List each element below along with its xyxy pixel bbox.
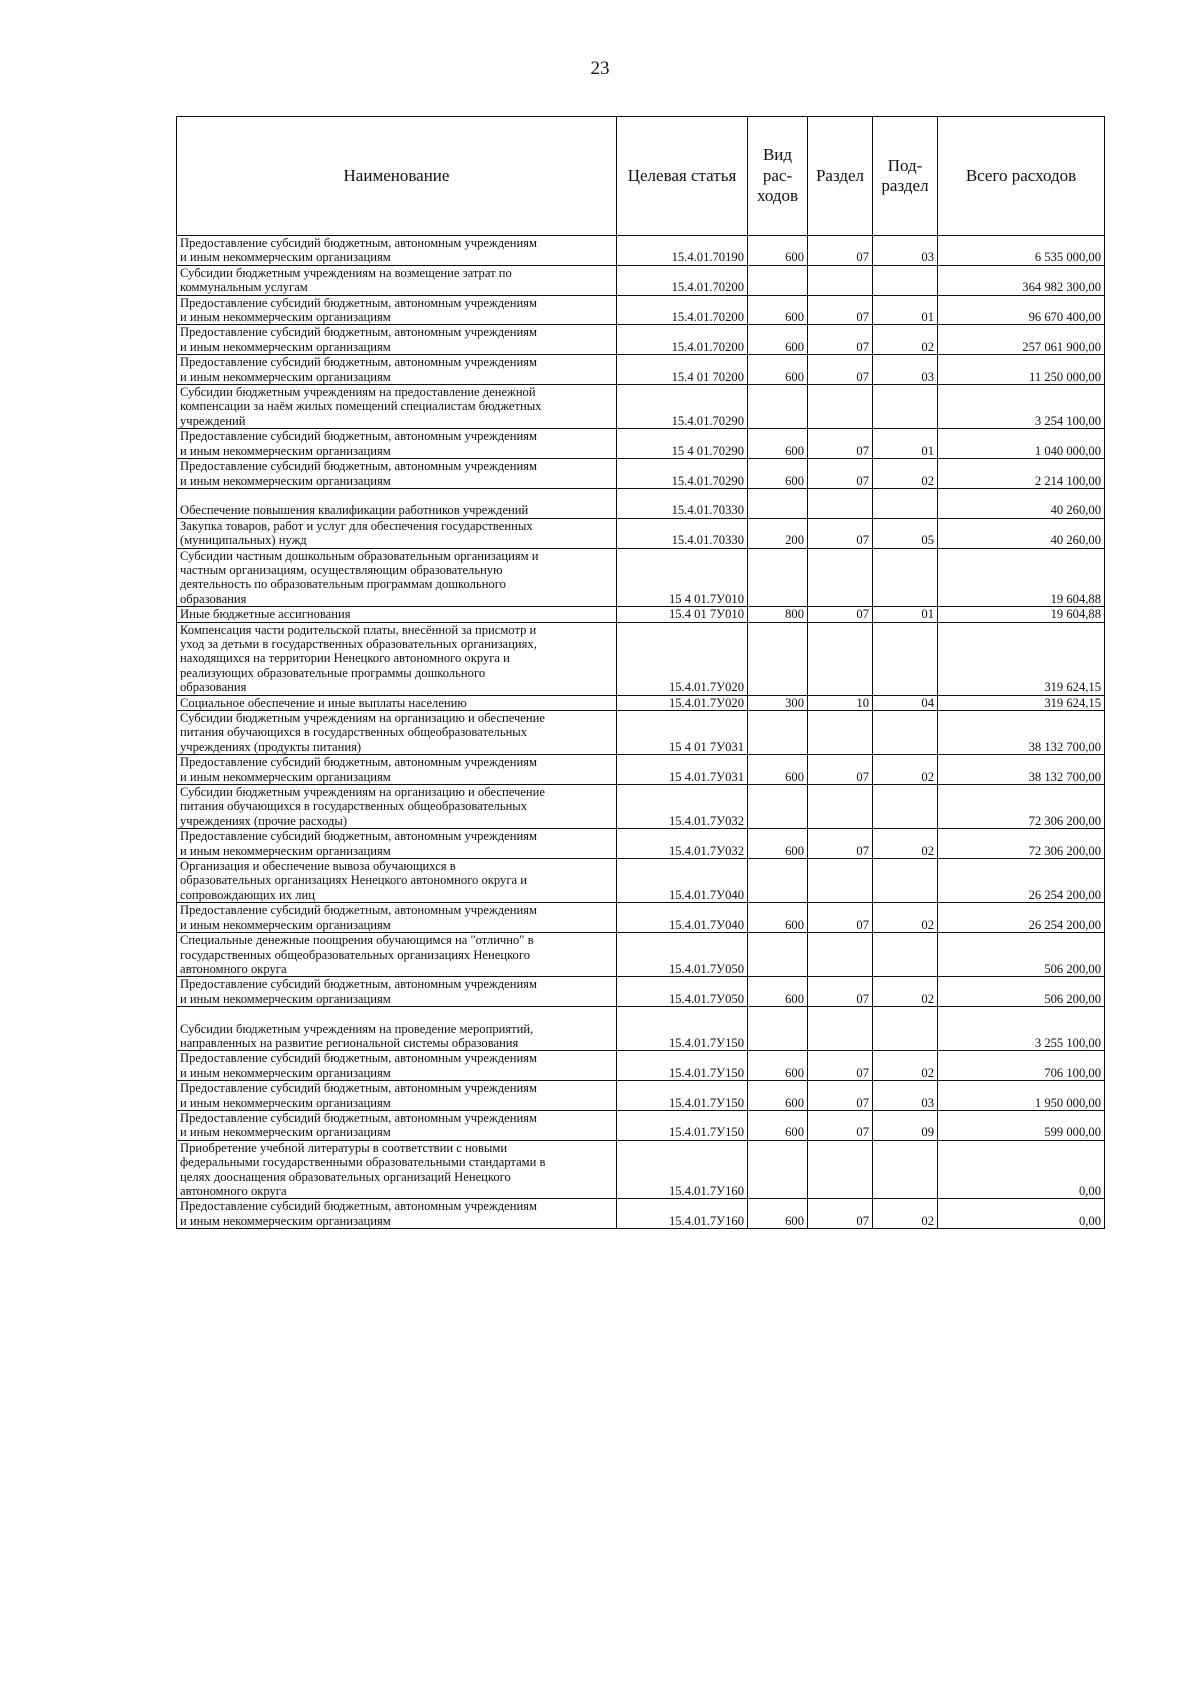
row-total: 599 000,00 (938, 1110, 1105, 1140)
header-code: Целевая статья (617, 117, 748, 236)
row-section (808, 933, 873, 977)
table-row (177, 1199, 1105, 1229)
table-row (177, 518, 1105, 548)
row-section (808, 859, 873, 903)
row-name-line: и иным некоммерческим организациям (180, 339, 391, 354)
row-name-line: коммунальным услугам (180, 280, 308, 295)
row-name-line: (муниципальных) нужд (180, 533, 307, 548)
header-subsection-line: Под- (887, 155, 923, 175)
row-total: 364 982 300,00 (938, 265, 1105, 295)
row-code: 15.4 01 7У010 (617, 607, 748, 622)
row-name-line: и иным некоммерческим организациям (180, 443, 391, 458)
row-subsection: 01 (873, 607, 938, 622)
table-row (177, 295, 1105, 325)
table-row (177, 1110, 1105, 1140)
row-section: 07 (808, 829, 873, 859)
header-section: Раздел (808, 117, 873, 236)
table-row (177, 933, 1105, 977)
row-name (177, 548, 617, 607)
table-row (177, 548, 1105, 607)
row-kind (748, 488, 808, 518)
header-name: Наименование (177, 117, 617, 236)
table-row (177, 607, 1105, 622)
table-row (177, 1081, 1105, 1111)
row-code: 15 4 01.7У010 (617, 548, 748, 607)
row-name-line: федеральными государственными образовательными стандартами в (180, 1155, 546, 1170)
row-total: 506 200,00 (938, 933, 1105, 977)
table-row (177, 236, 1105, 266)
row-kind: 600 (748, 977, 808, 1007)
table-row (177, 903, 1105, 933)
table-row (177, 459, 1105, 489)
row-code: 15.4.01.7У150 (617, 1007, 748, 1051)
row-subsection: 02 (873, 829, 938, 859)
row-subsection: 01 (873, 295, 938, 325)
row-name-line: и иным некоммерческим организациям (180, 991, 391, 1006)
row-code: 15.4.01.70200 (617, 295, 748, 325)
row-kind: 600 (748, 1081, 808, 1111)
row-kind (748, 859, 808, 903)
row-code: 15.4.01.7У160 (617, 1199, 748, 1229)
row-name-line: Субсидии частным дошкольным образовательным организациям и (180, 548, 539, 563)
row-name (177, 295, 617, 325)
row-code: 15.4.01.7У050 (617, 977, 748, 1007)
row-section: 07 (808, 355, 873, 385)
row-kind (748, 1007, 808, 1051)
row-kind: 600 (748, 1051, 808, 1081)
row-section: 07 (808, 518, 873, 548)
row-name (177, 488, 617, 518)
row-kind: 600 (748, 355, 808, 385)
row-subsection: 02 (873, 755, 938, 785)
row-code: 15.4.01.7У020 (617, 695, 748, 710)
row-subsection: 09 (873, 1110, 938, 1140)
row-name-line: Субсидии бюджетным учреждениям на организацию и обеспечение (180, 785, 545, 800)
row-name-line: Субсидии бюджетным учреждениям на предоставление денежной (180, 385, 536, 400)
table-row (177, 265, 1105, 295)
row-code: 15.4.01.7У150 (617, 1051, 748, 1081)
row-name (177, 325, 617, 355)
row-kind: 600 (748, 325, 808, 355)
row-total: 1 040 000,00 (938, 429, 1105, 459)
row-name (177, 1140, 617, 1199)
row-name (177, 236, 617, 266)
row-name-line: и иным некоммерческим организациям (180, 1125, 391, 1140)
header-total: Всего расходов (938, 117, 1105, 236)
row-name-line: учреждениях (продукты питания) (180, 739, 362, 754)
row-name-line: уход за детьми в государственных образовательных организациях, (180, 636, 537, 651)
row-section (808, 385, 873, 429)
row-section: 07 (808, 1110, 873, 1140)
row-name-line: и иным некоммерческим организациям (180, 1213, 391, 1228)
row-subsection: 03 (873, 236, 938, 266)
row-code: 15.4.01.7У160 (617, 1140, 748, 1199)
row-kind (748, 785, 808, 829)
row-name-line: Предоставление субсидий бюджетным, автономным учреждениям (180, 355, 537, 370)
row-kind: 600 (748, 295, 808, 325)
row-name-line: направленных на развитие региональной системы образования (180, 1035, 519, 1050)
row-subsection (873, 711, 938, 755)
row-name-line: Предоставление субсидий бюджетным, автономным учреждениям (180, 295, 537, 310)
row-total: 19 604,88 (938, 548, 1105, 607)
row-name-line: Субсидии бюджетным учреждениям на проведение мероприятий, (180, 1021, 534, 1036)
row-total: 40 260,00 (938, 488, 1105, 518)
row-name-line: реализующих образовательные программы дошкольного (180, 665, 486, 680)
row-total: 3 254 100,00 (938, 385, 1105, 429)
row-name-line: целях дооснащения образовательных организаций Ненецкого (180, 1169, 511, 1184)
row-name-line: питания обучающихся в государственных общеобразовательных (180, 725, 528, 740)
row-subsection: 04 (873, 695, 938, 710)
row-code: 15.4.01.70330 (617, 488, 748, 518)
table-row (177, 385, 1105, 429)
row-name (177, 607, 617, 622)
row-kind: 600 (748, 459, 808, 489)
row-total: 0,00 (938, 1140, 1105, 1199)
row-kind: 300 (748, 695, 808, 710)
row-name (177, 459, 617, 489)
table-row (177, 1051, 1105, 1081)
table-body (177, 236, 1105, 1229)
table-row (177, 355, 1105, 385)
row-name-line: Предоставление субсидий бюджетным, автономным учреждениям (180, 236, 537, 250)
row-code: 15.4.01.70200 (617, 265, 748, 295)
row-name (177, 977, 617, 1007)
row-name-line: Предоставление субсидий бюджетным, автономным учреждениям (180, 755, 537, 770)
row-subsection (873, 548, 938, 607)
row-name-line: учреждений (180, 413, 246, 428)
row-total: 0,00 (938, 1199, 1105, 1229)
row-name (177, 385, 617, 429)
row-total: 38 132 700,00 (938, 711, 1105, 755)
row-name (177, 695, 617, 710)
row-name-line: Предоставление субсидий бюджетным, автономным учреждениям (180, 429, 537, 444)
row-name-line: Компенсация части родительской платы, внесённой за присмотр и (180, 622, 537, 637)
row-name (177, 622, 617, 695)
row-subsection (873, 1007, 938, 1051)
row-section (808, 265, 873, 295)
row-kind (748, 265, 808, 295)
row-name-line: государственных общеобразовательных организациях Ненецкого (180, 947, 531, 962)
row-total: 1 950 000,00 (938, 1081, 1105, 1111)
row-name-line: Субсидии бюджетным учреждениям на организацию и обеспечение (180, 711, 545, 725)
row-total: 706 100,00 (938, 1051, 1105, 1081)
header-kind-line: Вид (762, 145, 793, 165)
row-total: 40 260,00 (938, 518, 1105, 548)
row-name-line: и иным некоммерческим организациям (180, 1065, 391, 1080)
row-section: 07 (808, 459, 873, 489)
row-subsection: 02 (873, 977, 938, 1007)
row-name (177, 933, 617, 977)
row-subsection (873, 265, 938, 295)
row-name-line: частным организациям, осуществляющим образовательную (180, 562, 503, 577)
table-row (177, 1140, 1105, 1199)
row-name-line: Предоставление субсидий бюджетным, автономным учреждениям (180, 1199, 537, 1214)
row-name-line: Закупка товаров, работ и услуг для обеспечения государственных (180, 518, 533, 533)
table-row (177, 859, 1105, 903)
row-name-line: сопровождающих их лиц (180, 887, 316, 902)
row-total: 38 132 700,00 (938, 755, 1105, 785)
row-subsection: 02 (873, 1051, 938, 1081)
header-kind-line: рас- (762, 165, 793, 185)
row-name-line: и иным некоммерческим организациям (180, 843, 391, 858)
row-name-line: автономного округа (180, 961, 287, 976)
row-name-line: учреждениях (прочие расходы) (180, 813, 348, 828)
row-subsection (873, 859, 938, 903)
row-name (177, 859, 617, 903)
row-name-line: образования (180, 680, 247, 695)
table-row (177, 429, 1105, 459)
row-total: 11 250 000,00 (938, 355, 1105, 385)
row-name-line: и иным некоммерческим организациям (180, 369, 391, 384)
row-total: 3 255 100,00 (938, 1007, 1105, 1051)
row-section: 10 (808, 695, 873, 710)
row-name-line: и иным некоммерческим организациям (180, 917, 391, 932)
row-code: 15.4.01.7У040 (617, 903, 748, 933)
row-section: 07 (808, 755, 873, 785)
row-name-line: Организация и обеспечение вывоза обучающихся в (180, 859, 456, 874)
row-total: 257 061 900,00 (938, 325, 1105, 355)
row-section: 07 (808, 903, 873, 933)
table-row (177, 622, 1105, 695)
row-kind (748, 933, 808, 977)
row-name (177, 711, 617, 755)
table-row (177, 755, 1105, 785)
row-name (177, 1051, 617, 1081)
table-row (177, 325, 1105, 355)
table-row (177, 785, 1105, 829)
header-kind (748, 117, 808, 236)
row-name-line: деятельность по образовательным программам дошкольного (180, 577, 506, 592)
row-subsection: 02 (873, 1199, 938, 1229)
row-name (177, 355, 617, 385)
row-total: 506 200,00 (938, 977, 1105, 1007)
row-name-line: Специальные денежные поощрения обучающимся на "отлично" в (180, 933, 534, 948)
row-kind (748, 548, 808, 607)
row-kind: 600 (748, 1199, 808, 1229)
row-subsection (873, 785, 938, 829)
row-section (808, 785, 873, 829)
row-code: 15.4.01.7У150 (617, 1110, 748, 1140)
table-row (177, 829, 1105, 859)
row-kind (748, 385, 808, 429)
row-section (808, 1007, 873, 1051)
row-name-line: и иным некоммерческим организациям (180, 473, 391, 488)
row-name-line: Приобретение учебной литературы в соответствии с новыми (180, 1140, 508, 1155)
row-name-line: и иным некоммерческим организациям (180, 250, 391, 265)
row-kind: 600 (748, 1110, 808, 1140)
row-subsection (873, 622, 938, 695)
row-subsection (873, 385, 938, 429)
header-kind-line: ходов (756, 186, 799, 206)
row-kind (748, 1140, 808, 1199)
row-total: 26 254 200,00 (938, 903, 1105, 933)
row-name-line: и иным некоммерческим организациям (180, 769, 391, 784)
row-section: 07 (808, 1051, 873, 1081)
row-name (177, 1007, 617, 1051)
row-total: 96 670 400,00 (938, 295, 1105, 325)
row-code: 15 4 01.70290 (617, 429, 748, 459)
row-name-line: образовательных организациях Ненецкого автономного округа и (180, 873, 527, 888)
header-subsection (873, 117, 938, 236)
row-code: 15.4.01.7У032 (617, 829, 748, 859)
table-row (177, 488, 1105, 518)
row-section: 07 (808, 325, 873, 355)
row-subsection: 03 (873, 1081, 938, 1111)
row-name-line: Предоставление субсидий бюджетным, автономным учреждениям (180, 325, 537, 340)
row-name (177, 518, 617, 548)
row-subsection (873, 933, 938, 977)
row-code: 15.4.01.70290 (617, 459, 748, 489)
row-code: 15 4.01.7У031 (617, 755, 748, 785)
row-section (808, 548, 873, 607)
row-name-line: Субсидии бюджетным учреждениям на возмещение затрат по (180, 265, 512, 280)
row-name-line: Обеспечение повышения квалификации работников учреждений (180, 503, 529, 518)
row-name (177, 1199, 617, 1229)
row-code: 15 4 01 7У031 (617, 711, 748, 755)
row-code: 15.4.01.7У040 (617, 859, 748, 903)
row-total: 319 624,15 (938, 622, 1105, 695)
row-subsection: 03 (873, 355, 938, 385)
row-name-line: Иные бюджетные ассигнования (180, 607, 351, 622)
row-name-line: Предоставление субсидий бюджетным, автономным учреждениям (180, 903, 537, 918)
row-subsection: 05 (873, 518, 938, 548)
row-subsection: 01 (873, 429, 938, 459)
row-section (808, 1140, 873, 1199)
row-name-line: Предоставление субсидий бюджетным, автономным учреждениям (180, 1110, 537, 1125)
table-row (177, 711, 1105, 755)
row-code: 15.4.01.7У150 (617, 1081, 748, 1111)
table-row (177, 977, 1105, 1007)
row-total: 319 624,15 (938, 695, 1105, 710)
row-section (808, 488, 873, 518)
row-name-line: Предоставление субсидий бюджетным, автономным учреждениям (180, 459, 537, 474)
row-name-line: Предоставление субсидий бюджетным, автономным учреждениям (180, 1051, 537, 1066)
row-section: 07 (808, 429, 873, 459)
row-name (177, 903, 617, 933)
row-total: 2 214 100,00 (938, 459, 1105, 489)
row-name (177, 1081, 617, 1111)
row-subsection: 02 (873, 459, 938, 489)
row-name-line: Предоставление субсидий бюджетным, автономным учреждениям (180, 977, 537, 992)
row-subsection (873, 488, 938, 518)
row-section: 07 (808, 295, 873, 325)
budget-table (176, 116, 1105, 1229)
row-name-line: Социальное обеспечение и иные выплаты населению (180, 695, 467, 710)
row-total: 6 535 000,00 (938, 236, 1105, 266)
row-kind: 600 (748, 236, 808, 266)
table-row (177, 695, 1105, 710)
row-code: 15.4.01.70290 (617, 385, 748, 429)
row-name-line: компенсации за наём жилых помещений специалистам бюджетных (180, 399, 542, 414)
row-section: 07 (808, 1199, 873, 1229)
row-kind (748, 622, 808, 695)
row-name (177, 1110, 617, 1140)
row-kind: 600 (748, 755, 808, 785)
row-name-line: автономного округа (180, 1184, 287, 1198)
row-total: 72 306 200,00 (938, 829, 1105, 859)
row-total: 19 604,88 (938, 607, 1105, 622)
row-kind: 600 (748, 903, 808, 933)
row-section: 07 (808, 977, 873, 1007)
row-name (177, 829, 617, 859)
row-name-line: и иным некоммерческим организациям (180, 310, 391, 325)
table-row (177, 1007, 1105, 1051)
row-kind: 800 (748, 607, 808, 622)
row-kind: 600 (748, 829, 808, 859)
row-total: 26 254 200,00 (938, 859, 1105, 903)
row-section: 07 (808, 1081, 873, 1111)
header-subsection-line: раздел (881, 176, 929, 195)
table-header-row (177, 117, 1105, 236)
row-section (808, 711, 873, 755)
row-code: 15.4.01.7У032 (617, 785, 748, 829)
row-code: 15.4.01.7У050 (617, 933, 748, 977)
row-kind (748, 711, 808, 755)
row-total: 72 306 200,00 (938, 785, 1105, 829)
row-section (808, 622, 873, 695)
row-subsection (873, 1140, 938, 1199)
row-code: 15.4.01.70330 (617, 518, 748, 548)
row-code: 15.4.01.70200 (617, 325, 748, 355)
row-name-line: Предоставление субсидий бюджетным, автономным учреждениям (180, 1081, 537, 1096)
row-name-line: Предоставление субсидий бюджетным, автономным учреждениям (180, 829, 537, 844)
row-code: 15.4.01.7У020 (617, 622, 748, 695)
row-name (177, 755, 617, 785)
row-name-line: и иным некоммерческим организациям (180, 1095, 391, 1110)
row-name-line: находящихся на территории Ненецкого автономного округа и (180, 651, 510, 666)
row-kind: 600 (748, 429, 808, 459)
row-section: 07 (808, 236, 873, 266)
row-section: 07 (808, 607, 873, 622)
row-name (177, 429, 617, 459)
row-kind: 200 (748, 518, 808, 548)
row-name (177, 785, 617, 829)
row-name-line: питания обучающихся в государственных общеобразовательных (180, 799, 528, 814)
row-name (177, 265, 617, 295)
row-code: 15.4 01 70200 (617, 355, 748, 385)
page-number: 23 (590, 58, 610, 79)
row-subsection: 02 (873, 903, 938, 933)
row-subsection: 02 (873, 325, 938, 355)
row-code: 15.4.01.70190 (617, 236, 748, 266)
row-name-line: образования (180, 591, 247, 606)
